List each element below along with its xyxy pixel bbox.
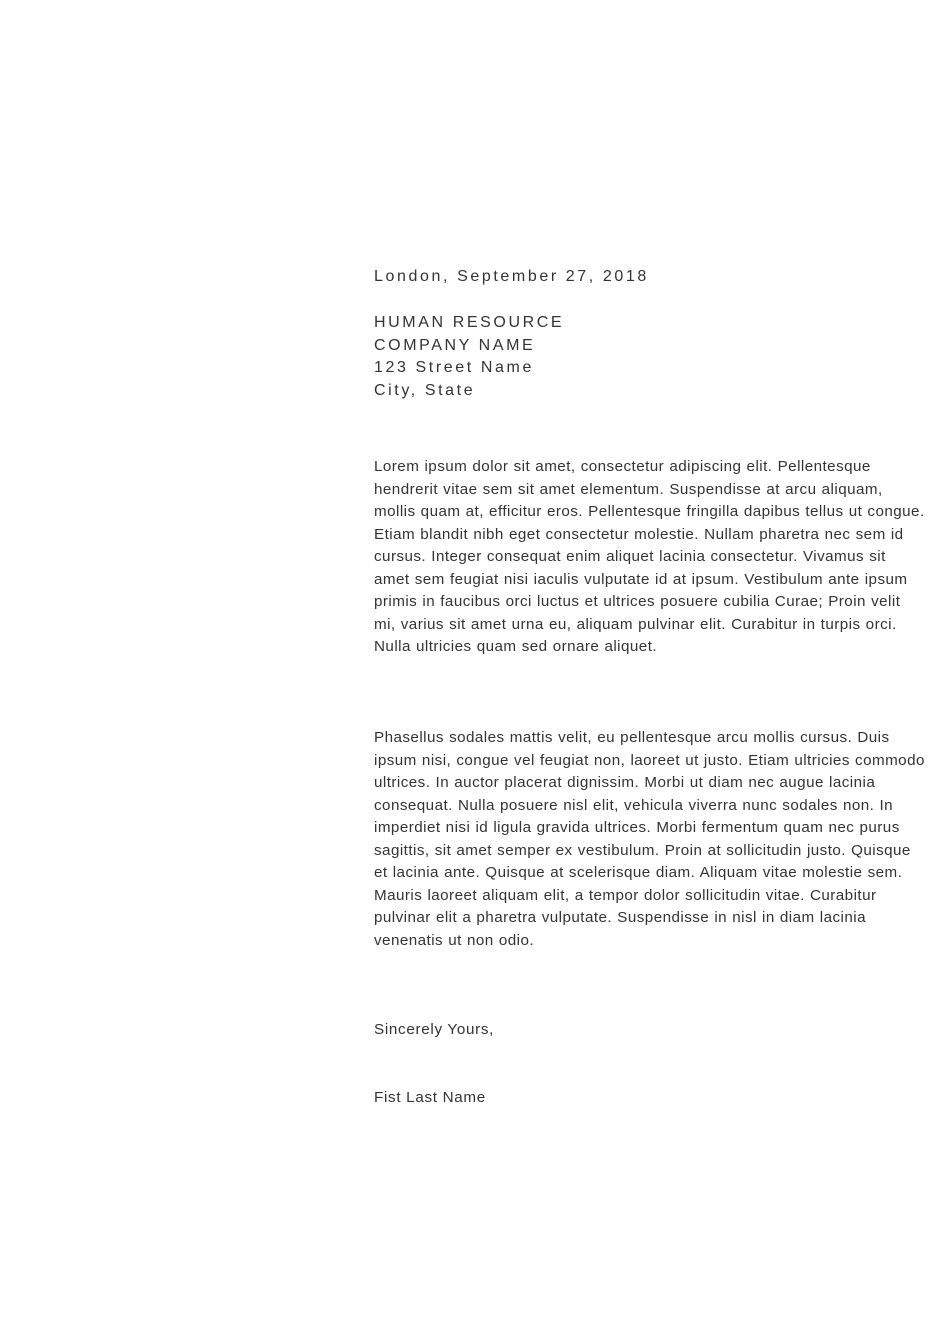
letter-closing: Sincerely Yours,: [374, 1021, 495, 1038]
body-paragraph-1: Lorem ipsum dolor sit amet, consectetur adipiscing elit. Pellentesque hendrerit vitae sem sit amet elementum. Suspendisse at arcu aliquam, mollis quam at, efficitur eros. Pellentesque fringilla dapibus tellus ut congue. Etiam blandit nibh eget consectetur molestie. Nullam pharetra nec sem id cursus. Integer consequat enim aliquet lacinia consectetur. Vivamus sit amet sem feugiat nisi iaculis vulputate id at ipsum. Vestibulum ante ipsum primis in faucibus orci luctus et ultrices posuere cubilia Curae; Proin velit mi, varius sit amet urna eu, aliquam pulvinar elit. Curabitur in turpis orci. Nulla ultricies quam sed ornare aliquet.: [374, 458, 925, 655]
recipient-city-state: City, State: [374, 382, 476, 400]
recipient-company: COMPANY NAME: [374, 336, 536, 354]
recipient-address: [374, 312, 564, 403]
body-paragraph-2: Phasellus sodales mattis velit, eu pellentesque arcu mollis cursus. Duis ipsum nisi, congue vel feugiat non, laoreet ut justo. Etiam ultricies commodo ultrices. In auctor placerat dignissim. Morbi ut diam nec augue lacinia consequat. Nulla posuere nisl elit, vehicula viverra nunc sodales non. In imperdiet nisi id ligula gravida ultrices. Morbi fermentum quam nec purus sagittis, sit amet semper ex vestibulum. Proin at sollicitudin justo. Quisque et lacinia ante. Quisque at scelerisque diam. Aliquam vitae molestie sem. Mauris laoreet aliquam elit, a tempor dolor sollicitudin vitae. Curabitur pulvinar elit a pharetra vulputate. Suspendisse in nisl in diam lacinia venenatis ut non odio.: [374, 729, 925, 949]
recipient-street: 123 Street Name: [374, 359, 534, 377]
letter-date: London, September 27, 2018: [374, 268, 649, 285]
signature-name: Fist Last Name: [374, 1089, 486, 1106]
recipient-department: HUMAN RESOURCE: [374, 314, 565, 331]
